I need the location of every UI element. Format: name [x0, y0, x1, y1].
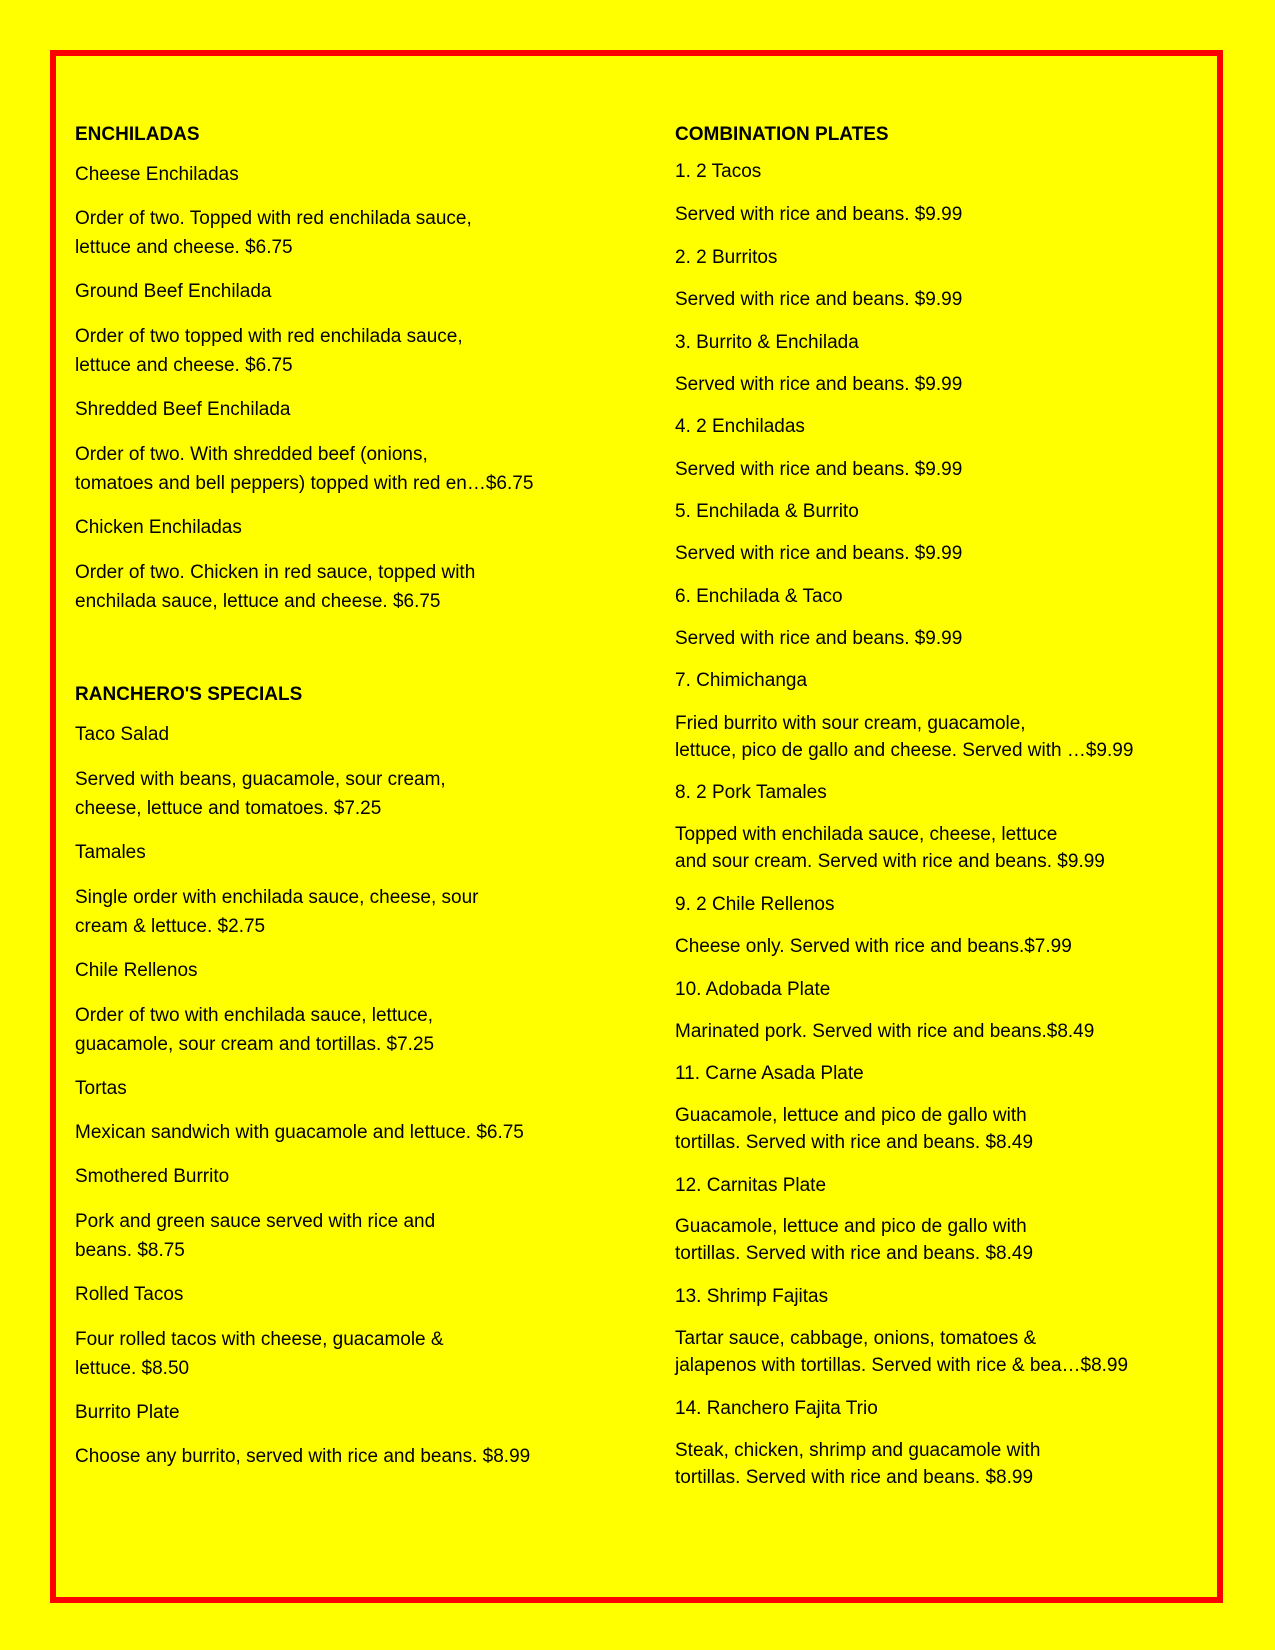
menu-item-desc: Cheese only. Served with rice and beans.$7.99: [675, 936, 1072, 957]
section-heading-enchiladas: ENCHILADAS: [75, 124, 200, 145]
menu-item-desc: Served with rice and beans. $9.99: [675, 289, 963, 310]
menu-item-desc: Order of two. Chicken in red sauce, topped with enchilada sauce, lettuce and cheese. $6.75: [75, 562, 476, 612]
menu-item-name: 4. 2 Enchiladas: [675, 416, 805, 437]
menu-item-name: 2. 2 Burritos: [675, 247, 778, 268]
menu-item-desc: Four rolled tacos with cheese, guacamole & lettuce. $8.50: [75, 1329, 444, 1379]
menu-item-desc: Pork and green sauce served with rice and beans. $8.75: [75, 1211, 436, 1261]
menu-item-name: Burrito Plate: [75, 1402, 180, 1423]
menu-item-desc: Served with rice and beans. $9.99: [675, 374, 963, 395]
menu-item-name: Taco Salad: [75, 724, 170, 745]
menu-item-desc: Order of two. Topped with red enchilada sauce, lettuce and cheese. $6.75: [75, 208, 472, 258]
menu-item-desc: Order of two topped with red enchilada sauce, lettuce and cheese. $6.75: [75, 326, 463, 376]
menu-item-name: Chicken Enchiladas: [75, 517, 242, 538]
menu-item-name: 12. Carnitas Plate: [675, 1175, 827, 1196]
menu-item-name: 9. 2 Chile Rellenos: [675, 894, 835, 915]
menu-item-name: 5. Enchilada & Burrito: [675, 501, 859, 522]
menu-item-desc: Guacamole, lettuce and pico de gallo with tortillas. Served with rice and beans. $8.49: [675, 1105, 1034, 1153]
menu-item-desc: Served with rice and beans. $9.99: [675, 628, 963, 649]
menu-item-name: 11. Carne Asada Plate: [675, 1063, 864, 1084]
menu-item-desc: Served with rice and beans. $9.99: [675, 459, 963, 480]
menu-item-desc: Topped with enchilada sauce, cheese, lettuce and sour cream. Served with rice and beans. $9.99: [675, 824, 1105, 872]
menu-item-name: 7. Chimichanga: [675, 670, 808, 691]
menu-item-desc: Fried burrito with sour cream, guacamole, lettuce, pico de gallo and cheese. Served with …$9.99: [675, 713, 1134, 761]
menu-item-name: Rolled Tacos: [75, 1284, 184, 1305]
menu-item-name: 1. 2 Tacos: [675, 161, 762, 182]
menu-item-name: 13. Shrimp Fajitas: [675, 1286, 829, 1307]
menu-item-desc: Tartar sauce, cabbage, onions, tomatoes & jalapenos with tortillas. Served with rice & bea…$8.99: [675, 1328, 1129, 1376]
menu-item-name: Smothered Burrito: [75, 1166, 230, 1187]
menu-item-name: Tamales: [75, 842, 146, 863]
section-heading-combination-plates: COMBINATION PLATES: [675, 124, 889, 145]
menu-item-desc: Guacamole, lettuce and pico de gallo with tortillas. Served with rice and beans. $8.49: [675, 1216, 1034, 1264]
menu-item-desc: Single order with enchilada sauce, cheese, sour cream & lettuce. $2.75: [75, 887, 479, 937]
menu-item-desc: Order of two with enchilada sauce, lettuce, guacamole, sour cream and tortillas. $7.25: [75, 1005, 435, 1055]
menu-item-desc: Order of two. With shredded beef (onions, tomatoes and bell peppers) topped with red en…$6.75: [75, 444, 534, 494]
menu-item-desc: Marinated pork. Served with rice and beans.$8.49: [675, 1021, 1095, 1042]
menu-item-desc: Served with beans, guacamole, sour cream, cheese, lettuce and tomatoes. $7.25: [75, 769, 446, 819]
menu-item-name: Cheese Enchiladas: [75, 164, 239, 185]
menu-item-desc: Choose any burrito, served with rice and beans. $8.99: [75, 1446, 531, 1467]
menu-item-desc: Served with rice and beans. $9.99: [675, 543, 963, 564]
menu-item-desc: Mexican sandwich with guacamole and lettuce. $6.75: [75, 1122, 524, 1143]
menu-item-desc: Served with rice and beans. $9.99: [675, 204, 963, 225]
menu-item-desc: Steak, chicken, shrimp and guacamole with tortillas. Served with rice and beans. $8.99: [675, 1440, 1041, 1488]
menu-item-name: 8. 2 Pork Tamales: [675, 782, 827, 803]
section-heading-specials: RANCHERO'S SPECIALS: [75, 684, 303, 705]
menu-item-name: Shredded Beef Enchilada: [75, 399, 291, 420]
menu-item-name: Chile Rellenos: [75, 960, 198, 981]
menu-item-name: 14. Ranchero Fajita Trio: [675, 1398, 878, 1419]
menu-item-name: Ground Beef Enchilada: [75, 281, 272, 302]
menu-item-name: 3. Burrito & Enchilada: [675, 332, 859, 353]
menu-item-name: Tortas: [75, 1078, 127, 1099]
menu-item-name: 10. Adobada Plate: [675, 979, 831, 1000]
menu-item-name: 6. Enchilada & Taco: [675, 586, 843, 607]
